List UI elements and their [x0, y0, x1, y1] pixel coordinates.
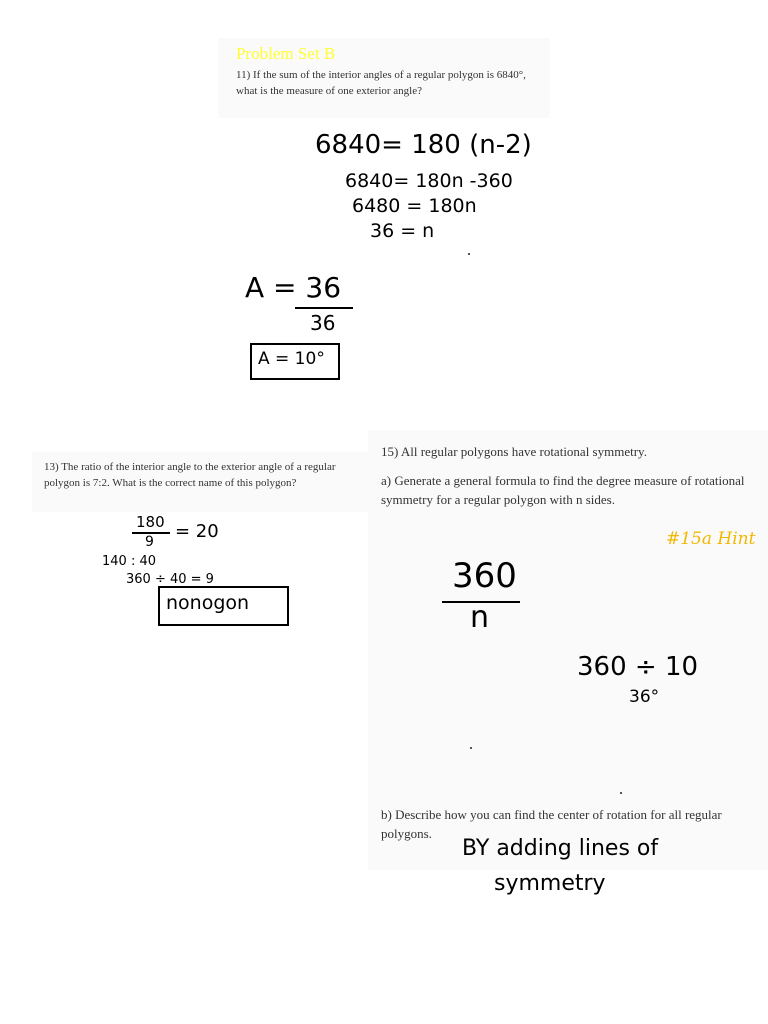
- p11-work-line-2: 6840= 180n -360: [345, 170, 513, 192]
- p11-work-line-4: 36 = n: [370, 220, 435, 242]
- p15-formula-top: 360: [452, 556, 517, 596]
- p13-division: 360 ÷ 40 = 9: [126, 572, 214, 587]
- p15b-answer-line-2: symmetry: [494, 871, 606, 896]
- p15-result: 36°: [629, 687, 660, 707]
- p11-fraction-bar: [295, 307, 353, 309]
- p11-boxed-answer: A = 10°: [258, 349, 325, 369]
- p11-answer-bottom: 36: [310, 311, 336, 335]
- p13-fraction-top: 180: [136, 513, 165, 531]
- p15-formula-bottom: n: [470, 600, 490, 635]
- p11-answer-top: A = 36: [245, 271, 342, 304]
- p15b-answer-line-1: BY adding lines of: [462, 836, 659, 861]
- problem-15a-text: a) Generate a general formula to find the degree measure of rotational symmetry for a regular polygon with n sides.: [381, 473, 745, 507]
- p11-work-line-3: 6480 = 180n: [352, 195, 477, 217]
- p13-boxed-answer: nonogon: [166, 592, 250, 614]
- stray-dot: [470, 747, 472, 749]
- stray-dot: [620, 792, 622, 794]
- stray-dot: [468, 253, 470, 255]
- hint-link[interactable]: #15a Hint: [666, 529, 756, 549]
- p15-division: 360 ÷ 10: [577, 652, 699, 682]
- problem-15-intro: 15) All regular polygons have rotational symmetry.: [381, 444, 647, 459]
- problem-11-text: 11) If the sum of the interior angles of a regular polygon is 6840°, what is the measure of one exterior angle?: [236, 69, 526, 97]
- problem-13-text: 13) The ratio of the interior angle to the exterior angle of a regular polygon is 7:2. What is the correct name of this polygon?: [44, 461, 336, 489]
- p13-ratio: 140 : 40: [102, 554, 156, 569]
- p11-work-line-1: 6840= 180 (n-2): [315, 130, 532, 160]
- p13-fraction-bottom: 9: [145, 534, 154, 550]
- problem-set-title: Problem Set B: [236, 44, 336, 63]
- problem-15b-text: b) Describe how you can find the center of rotation for all regular polygons.: [381, 807, 722, 841]
- p13-fraction-result: = 20: [175, 521, 219, 542]
